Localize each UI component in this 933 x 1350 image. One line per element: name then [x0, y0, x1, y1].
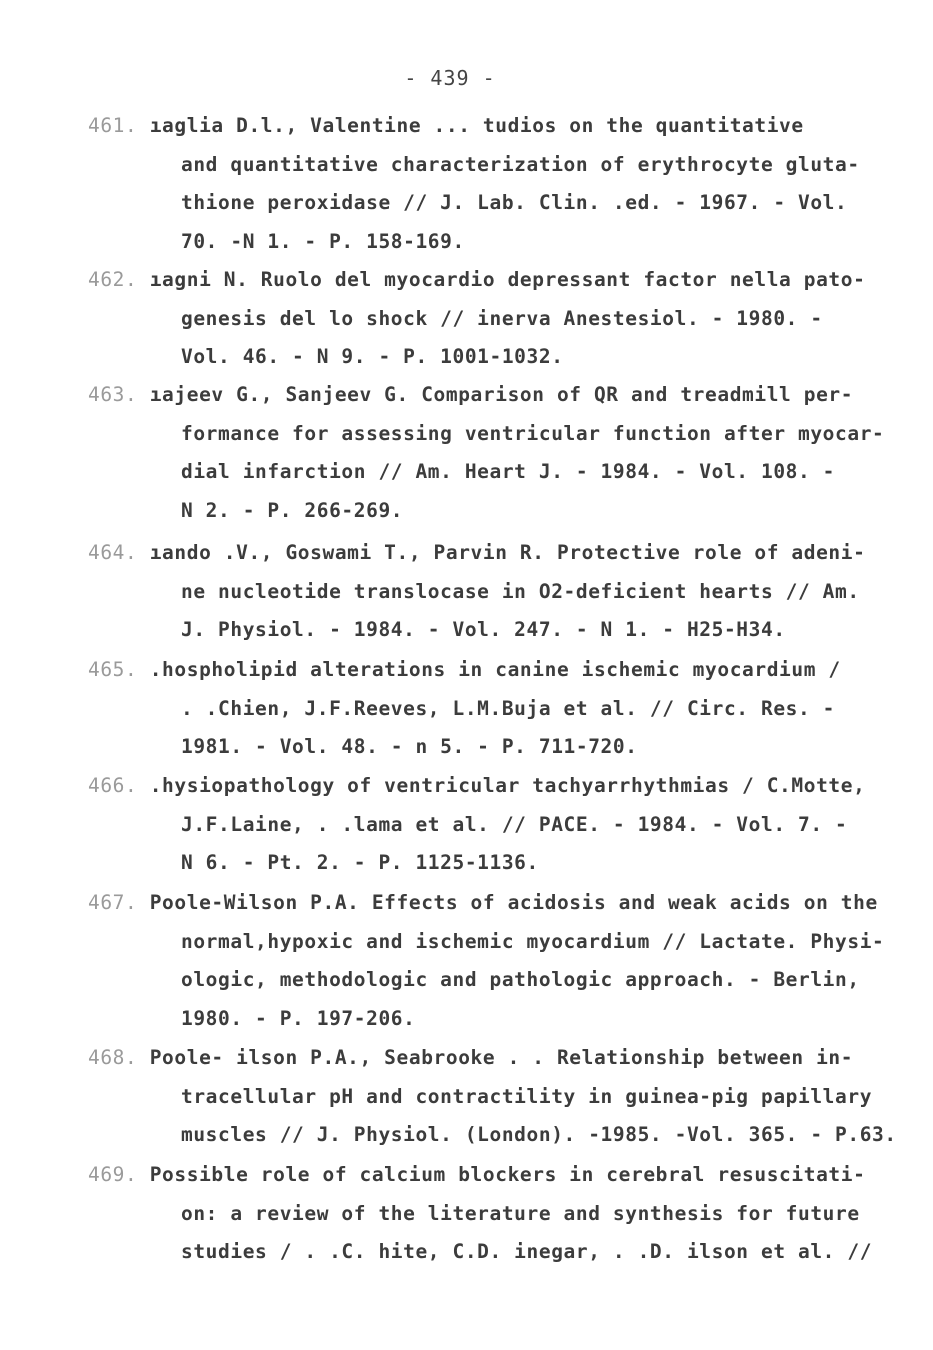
reference-text: Vol. 46. - N 9. - P. 1001-1032.	[181, 345, 564, 368]
reference-text: N 6. - Pt. 2. - P. 1125-1136.	[181, 851, 539, 874]
reference-text: 1980. - P. 197-206.	[181, 1006, 416, 1030]
reference-continuation-line	[181, 498, 404, 522]
reference-text: normal,hypoxic and ischemic myocardium // Lactate. Physi-	[181, 929, 885, 953]
reference-continuation-line	[181, 1084, 873, 1108]
reference-text: studies / . .C. hite, C.D. inegar, . .D. ilson et al. //	[181, 1240, 873, 1263]
reference-continuation-line	[181, 970, 860, 990]
reference-number: 467.	[88, 891, 138, 914]
reference-first-line	[88, 1048, 853, 1068]
reference-text: and quantitative characterization of erythrocyte gluta-	[181, 152, 860, 176]
reference-first-line	[88, 385, 853, 405]
reference-text: thione peroxidase // J. Lab. Clin. .ed. - 1967. - Vol.	[181, 191, 848, 214]
reference-continuation-line	[181, 1125, 897, 1145]
reference-text: J.F.Laine, . .lama et al. // PACE. - 1984. - Vol. 7. -	[181, 812, 848, 836]
reference-number: 465.	[88, 658, 138, 681]
reference-first-line	[88, 776, 865, 796]
reference-number: 469.	[88, 1163, 138, 1186]
reference-continuation-line	[181, 1201, 860, 1225]
reference-text: Possible role of calcium blockers in cerebral resuscitati-	[149, 1163, 866, 1186]
reference-text: . .Chien, J.F.Reeves, L.M.Buja et al. // Circ. Res. -	[181, 696, 836, 720]
reference-continuation-line	[181, 737, 638, 757]
reference-number: 463.	[88, 383, 138, 406]
reference-text: ologic, methodologic and pathologic approach. - Berlin,	[181, 968, 860, 991]
reference-text: .hospholipid alterations in canine ischemic myocardium /	[149, 658, 841, 681]
reference-text: 70. -N 1. - P. 158-169.	[181, 229, 465, 253]
reference-continuation-line	[181, 1006, 416, 1030]
reference-continuation-line	[181, 193, 847, 213]
reference-continuation-line	[181, 306, 823, 330]
reference-first-line	[88, 543, 865, 563]
reference-number: 462.	[88, 268, 138, 291]
reference-text: dial infarction // Am. Heart J. - 1984. - Vol. 108. -	[181, 460, 836, 483]
reference-text: ne nucleotide translocase in O2-deficient hearts // Am.	[181, 579, 860, 603]
reference-text: Poole- ilson P.A., Seabrooke . . Relationship between in-	[149, 1046, 854, 1069]
reference-text: muscles // J. Physiol. (London). -1985. -Vol. 365. - P.63.	[181, 1123, 897, 1146]
reference-continuation-line	[181, 579, 860, 603]
reference-number: 461.	[88, 114, 138, 137]
reference-text: ıagni N. Ruolo del myocardio depressant factor nella pato-	[149, 268, 866, 291]
reference-continuation-line	[181, 812, 848, 836]
reference-text: .hysiopathology of ventricular tachyarrhythmias / C.Motte,	[149, 774, 866, 797]
page-number: - 439 -	[404, 66, 496, 90]
reference-continuation-line	[181, 1242, 872, 1262]
reference-text: tracellular pH and contractility in guinea-pig papillary	[181, 1084, 873, 1108]
reference-continuation-line	[181, 929, 885, 953]
reference-text: ıando .V., Goswami T., Parvin R. Protective role of adeni-	[149, 541, 866, 564]
reference-text: ıagliа D.l., Valentine ... tudios on the quantitative	[149, 114, 804, 137]
reference-continuation-line	[181, 229, 465, 253]
reference-text: Poole-Wilson P.A. Effects of acidosis and weak acids on the	[149, 891, 878, 914]
reference-text: genesis del lo shock // inerva Anestesiol. - 1980. -	[181, 306, 823, 330]
reference-text: ıajeev G., Sanjeev G. Comparison of QR and treadmill per-	[149, 383, 854, 406]
reference-number: 468.	[88, 1046, 138, 1069]
reference-first-line	[88, 893, 878, 913]
reference-continuation-line	[181, 347, 564, 367]
reference-text: 1981. - Vol. 48. - n 5. - P. 711-720.	[181, 735, 638, 758]
reference-first-line	[88, 1165, 865, 1185]
reference-continuation-line	[181, 152, 860, 176]
reference-continuation-line	[181, 853, 539, 873]
reference-text: J. Physiol. - 1984. - Vol. 247. - N 1. - H25-H34.	[181, 618, 786, 641]
reference-continuation-line	[181, 462, 835, 482]
reference-number: 464.	[88, 541, 138, 564]
reference-first-line	[88, 116, 804, 136]
reference-number: 466.	[88, 774, 138, 797]
reference-first-line	[88, 660, 841, 680]
reference-text: formance for assessing ventricular function after myocar-	[181, 421, 885, 445]
reference-continuation-line	[181, 421, 885, 445]
reference-continuation-line	[181, 620, 786, 640]
reference-first-line	[88, 270, 865, 290]
reference-continuation-line	[181, 696, 836, 720]
reference-text: on: a review of the literature and synthesis for future	[181, 1201, 860, 1225]
reference-text: N 2. - P. 266-269.	[181, 498, 404, 522]
